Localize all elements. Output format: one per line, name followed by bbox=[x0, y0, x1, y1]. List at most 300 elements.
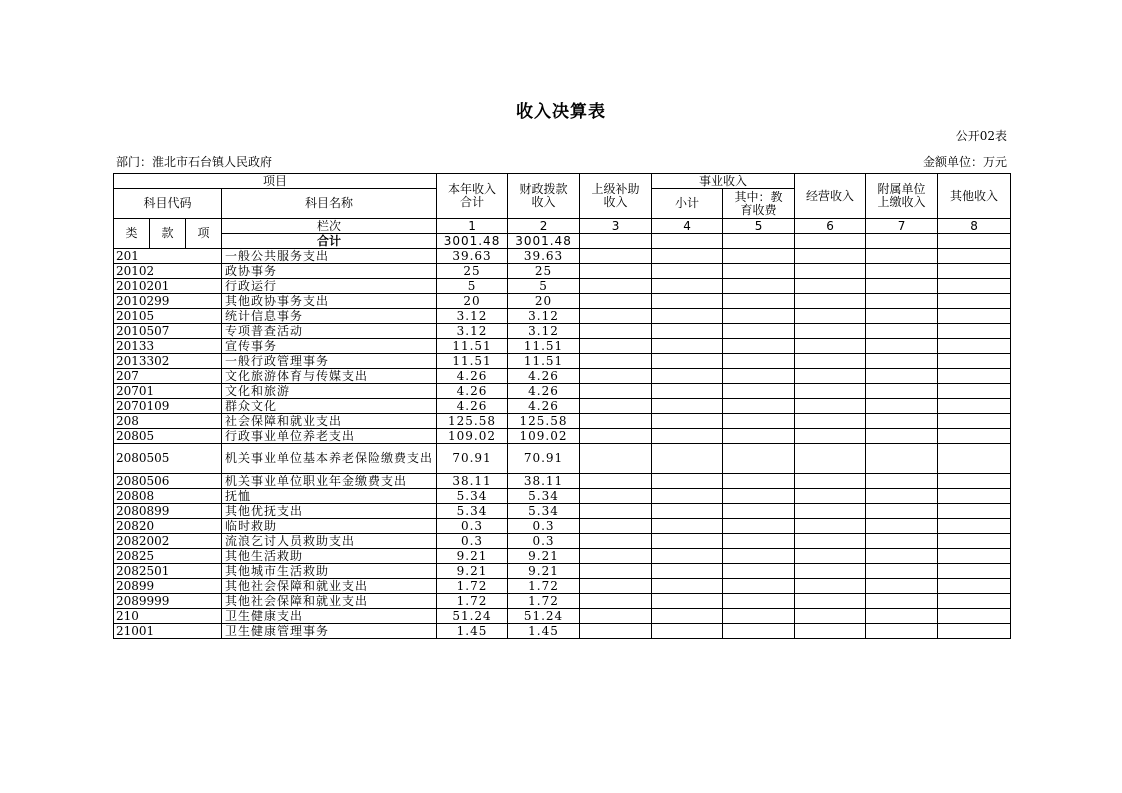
empty-cell bbox=[580, 474, 652, 489]
empty-cell bbox=[938, 504, 1011, 519]
empty-cell bbox=[866, 249, 938, 264]
empty-cell bbox=[795, 549, 866, 564]
row-fiscal: 109.02 bbox=[508, 429, 580, 444]
row-fiscal: 9.21 bbox=[508, 549, 580, 564]
empty-cell bbox=[866, 399, 938, 414]
empty-cell bbox=[723, 594, 795, 609]
header-superior: 上级补助收入 bbox=[580, 174, 652, 219]
empty-cell bbox=[866, 279, 938, 294]
row-fiscal: 125.58 bbox=[508, 414, 580, 429]
empty-cell bbox=[652, 369, 723, 384]
header-fiscal: 财政拨款收入 bbox=[508, 174, 580, 219]
table-row bbox=[114, 609, 1011, 624]
empty-cell bbox=[723, 264, 795, 279]
empty-cell bbox=[580, 264, 652, 279]
empty-cell bbox=[866, 384, 938, 399]
empty-cell bbox=[652, 534, 723, 549]
row-fiscal: 25 bbox=[508, 264, 580, 279]
col-no-8: 8 bbox=[938, 219, 1011, 234]
row-annual: 1.45 bbox=[437, 624, 508, 639]
empty-cell bbox=[723, 579, 795, 594]
row-code: 2013302 bbox=[114, 354, 222, 369]
table-row bbox=[114, 249, 1011, 264]
form-number: 公开02表 bbox=[955, 129, 1007, 143]
row-fiscal: 4.26 bbox=[508, 369, 580, 384]
table-row bbox=[114, 624, 1011, 639]
row-annual: 38.11 bbox=[437, 474, 508, 489]
row-code: 20105 bbox=[114, 309, 222, 324]
empty-cell bbox=[652, 309, 723, 324]
empty-cell bbox=[795, 474, 866, 489]
empty-cell bbox=[580, 279, 652, 294]
row-fiscal: 3.12 bbox=[508, 324, 580, 339]
row-code: 20820 bbox=[114, 519, 222, 534]
row-name: 统计信息事务 bbox=[222, 309, 437, 324]
empty-cell bbox=[580, 429, 652, 444]
empty-cell bbox=[580, 609, 652, 624]
header-annual-total: 本年收入合计 bbox=[437, 174, 508, 219]
empty-cell bbox=[938, 399, 1011, 414]
header-operating: 经营收入 bbox=[795, 174, 866, 219]
row-name: 机关事业单位基本养老保险缴费支出 bbox=[222, 444, 437, 474]
col-no-7: 7 bbox=[866, 219, 938, 234]
empty-cell bbox=[723, 309, 795, 324]
row-name: 行政事业单位养老支出 bbox=[222, 429, 437, 444]
row-code: 2010507 bbox=[114, 324, 222, 339]
table-row bbox=[114, 579, 1011, 594]
empty-cell bbox=[723, 534, 795, 549]
empty-cell bbox=[723, 504, 795, 519]
table-row bbox=[114, 264, 1011, 279]
empty-cell bbox=[938, 549, 1011, 564]
income-final-accounts-table bbox=[113, 173, 1011, 639]
empty-cell bbox=[652, 504, 723, 519]
empty-cell bbox=[723, 519, 795, 534]
row-name: 一般公共服务支出 bbox=[222, 249, 437, 264]
total-row bbox=[114, 234, 1011, 249]
empty-cell bbox=[723, 279, 795, 294]
empty-cell bbox=[938, 609, 1011, 624]
row-name: 流浪乞讨人员救助支出 bbox=[222, 534, 437, 549]
row-name: 群众文化 bbox=[222, 399, 437, 414]
empty-cell bbox=[652, 444, 723, 474]
table-row bbox=[114, 519, 1011, 534]
table-row bbox=[114, 564, 1011, 579]
table-row bbox=[114, 549, 1011, 564]
empty-cell bbox=[580, 354, 652, 369]
empty-cell bbox=[938, 249, 1011, 264]
empty-cell bbox=[652, 549, 723, 564]
empty-cell bbox=[652, 294, 723, 309]
empty-cell bbox=[580, 369, 652, 384]
row-code: 21001 bbox=[114, 624, 222, 639]
table-row bbox=[114, 489, 1011, 504]
header-career-subtotal: 小计 bbox=[652, 189, 723, 219]
row-annual: 0.3 bbox=[437, 534, 508, 549]
table-row bbox=[114, 474, 1011, 489]
empty-cell bbox=[723, 249, 795, 264]
row-annual: 1.72 bbox=[437, 579, 508, 594]
empty-cell bbox=[938, 354, 1011, 369]
empty-cell bbox=[938, 474, 1011, 489]
row-fiscal: 5.34 bbox=[508, 489, 580, 504]
row-fiscal: 51.24 bbox=[508, 609, 580, 624]
empty-cell bbox=[866, 264, 938, 279]
empty-cell bbox=[652, 579, 723, 594]
empty-cell bbox=[723, 339, 795, 354]
row-code: 20701 bbox=[114, 384, 222, 399]
row-annual: 70.91 bbox=[437, 444, 508, 474]
row-annual: 109.02 bbox=[437, 429, 508, 444]
page-title: 收入决算表 bbox=[516, 102, 606, 122]
row-code: 2089999 bbox=[114, 594, 222, 609]
empty-cell bbox=[866, 594, 938, 609]
row-annual: 11.51 bbox=[437, 354, 508, 369]
empty-cell bbox=[866, 369, 938, 384]
empty-cell bbox=[723, 474, 795, 489]
row-annual: 1.72 bbox=[437, 594, 508, 609]
empty-cell bbox=[652, 414, 723, 429]
amount-unit-label: 金额单位：万元 bbox=[922, 155, 1007, 169]
empty-cell bbox=[723, 354, 795, 369]
empty-cell bbox=[580, 399, 652, 414]
header-other: 其他收入 bbox=[938, 174, 1011, 219]
empty-cell bbox=[795, 294, 866, 309]
empty-cell bbox=[795, 624, 866, 639]
empty-cell bbox=[795, 489, 866, 504]
empty-cell bbox=[866, 414, 938, 429]
empty-cell bbox=[652, 324, 723, 339]
row-name: 机关事业单位职业年金缴费支出 bbox=[222, 474, 437, 489]
empty-cell bbox=[866, 519, 938, 534]
header-subject-code: 科目代码 bbox=[114, 189, 222, 219]
table-row bbox=[114, 534, 1011, 549]
row-name: 抚恤 bbox=[222, 489, 437, 504]
empty-cell bbox=[580, 444, 652, 474]
empty-cell bbox=[866, 354, 938, 369]
empty-cell bbox=[795, 504, 866, 519]
empty-cell bbox=[723, 429, 795, 444]
empty-cell bbox=[938, 534, 1011, 549]
empty-cell bbox=[580, 339, 652, 354]
row-name: 其他生活救助 bbox=[222, 549, 437, 564]
empty-cell bbox=[580, 489, 652, 504]
row-name: 文化旅游体育与传媒支出 bbox=[222, 369, 437, 384]
row-name: 其他政协事务支出 bbox=[222, 294, 437, 309]
table-row bbox=[114, 504, 1011, 519]
header-item: 项目 bbox=[114, 174, 437, 189]
empty-cell bbox=[723, 399, 795, 414]
empty-cell bbox=[866, 474, 938, 489]
row-fiscal: 70.91 bbox=[508, 444, 580, 474]
empty-cell bbox=[938, 429, 1011, 444]
row-name: 专项普查活动 bbox=[222, 324, 437, 339]
empty-cell bbox=[795, 564, 866, 579]
empty-cell bbox=[938, 369, 1011, 384]
table-row bbox=[114, 399, 1011, 414]
row-code: 208 bbox=[114, 414, 222, 429]
row-fiscal: 38.11 bbox=[508, 474, 580, 489]
row-annual: 5 bbox=[437, 279, 508, 294]
row-name: 其他社会保障和就业支出 bbox=[222, 579, 437, 594]
empty-cell bbox=[580, 534, 652, 549]
empty-cell bbox=[723, 609, 795, 624]
row-fiscal: 1.45 bbox=[508, 624, 580, 639]
empty-cell bbox=[795, 594, 866, 609]
empty-cell bbox=[652, 594, 723, 609]
col-no-1: 1 bbox=[437, 219, 508, 234]
row-code: 20899 bbox=[114, 579, 222, 594]
row-annual: 9.21 bbox=[437, 549, 508, 564]
empty-cell bbox=[938, 279, 1011, 294]
row-fiscal: 9.21 bbox=[508, 564, 580, 579]
total-fiscal: 3001.48 bbox=[508, 234, 580, 249]
row-name: 其他城市生活救助 bbox=[222, 564, 437, 579]
col-no-5: 5 bbox=[723, 219, 795, 234]
table-row bbox=[114, 444, 1011, 474]
row-annual: 4.26 bbox=[437, 399, 508, 414]
empty-cell bbox=[580, 579, 652, 594]
empty-cell bbox=[652, 264, 723, 279]
header-xiang: 项 bbox=[186, 219, 222, 249]
row-name: 社会保障和就业支出 bbox=[222, 414, 437, 429]
empty-cell bbox=[723, 369, 795, 384]
header-affiliated: 附属单位上缴收入 bbox=[866, 174, 938, 219]
department-label: 部门：淮北市石台镇人民政府 bbox=[116, 155, 273, 169]
empty-cell bbox=[580, 309, 652, 324]
row-annual: 5.34 bbox=[437, 504, 508, 519]
row-code: 2080506 bbox=[114, 474, 222, 489]
row-name: 卫生健康管理事务 bbox=[222, 624, 437, 639]
row-name: 其他优抚支出 bbox=[222, 504, 437, 519]
row-annual: 20 bbox=[437, 294, 508, 309]
row-annual: 11.51 bbox=[437, 339, 508, 354]
row-name: 卫生健康支出 bbox=[222, 609, 437, 624]
table-row bbox=[114, 354, 1011, 369]
empty-cell bbox=[938, 339, 1011, 354]
empty-cell bbox=[795, 429, 866, 444]
header-row-1 bbox=[114, 174, 1011, 189]
row-name: 一般行政管理事务 bbox=[222, 354, 437, 369]
empty-cell bbox=[866, 324, 938, 339]
empty-cell bbox=[723, 324, 795, 339]
empty-cell bbox=[795, 384, 866, 399]
row-code: 2080505 bbox=[114, 444, 222, 474]
empty-cell bbox=[866, 579, 938, 594]
empty-cell bbox=[580, 549, 652, 564]
table-row bbox=[114, 309, 1011, 324]
col-no-3: 3 bbox=[580, 219, 652, 234]
empty-cell bbox=[723, 549, 795, 564]
row-code: 20805 bbox=[114, 429, 222, 444]
empty-cell bbox=[866, 309, 938, 324]
row-code: 2010201 bbox=[114, 279, 222, 294]
empty-cell bbox=[652, 429, 723, 444]
empty-cell bbox=[866, 564, 938, 579]
empty-cell bbox=[938, 624, 1011, 639]
row-fiscal: 0.3 bbox=[508, 519, 580, 534]
row-fiscal: 4.26 bbox=[508, 399, 580, 414]
table-row bbox=[114, 414, 1011, 429]
empty-cell bbox=[795, 414, 866, 429]
row-fiscal: 39.63 bbox=[508, 249, 580, 264]
row-code: 20133 bbox=[114, 339, 222, 354]
table-row bbox=[114, 294, 1011, 309]
empty-cell bbox=[866, 534, 938, 549]
row-code: 20825 bbox=[114, 549, 222, 564]
empty-cell bbox=[938, 489, 1011, 504]
empty-cell bbox=[723, 294, 795, 309]
row-annual: 25 bbox=[437, 264, 508, 279]
empty-cell bbox=[723, 564, 795, 579]
row-code: 20808 bbox=[114, 489, 222, 504]
row-annual: 0.3 bbox=[437, 519, 508, 534]
empty-cell bbox=[580, 294, 652, 309]
row-fiscal: 5.34 bbox=[508, 504, 580, 519]
empty-cell bbox=[795, 279, 866, 294]
row-annual: 3.12 bbox=[437, 324, 508, 339]
empty-cell bbox=[938, 324, 1011, 339]
col-no-4: 4 bbox=[652, 219, 723, 234]
row-name: 宣传事务 bbox=[222, 339, 437, 354]
empty-cell bbox=[938, 264, 1011, 279]
header-column-no: 栏次 bbox=[222, 219, 437, 234]
empty-cell bbox=[795, 324, 866, 339]
empty-cell bbox=[652, 519, 723, 534]
empty-cell bbox=[652, 399, 723, 414]
empty-cell bbox=[652, 564, 723, 579]
empty-cell bbox=[795, 339, 866, 354]
empty-cell bbox=[652, 279, 723, 294]
row-code: 210 bbox=[114, 609, 222, 624]
empty-cell bbox=[795, 354, 866, 369]
empty-cell bbox=[795, 609, 866, 624]
row-annual: 9.21 bbox=[437, 564, 508, 579]
empty-cell bbox=[938, 519, 1011, 534]
empty-cell bbox=[580, 384, 652, 399]
row-annual: 125.58 bbox=[437, 414, 508, 429]
empty-cell bbox=[652, 489, 723, 504]
empty-cell bbox=[938, 294, 1011, 309]
empty-cell bbox=[580, 324, 652, 339]
row-fiscal: 3.12 bbox=[508, 309, 580, 324]
empty-cell bbox=[652, 474, 723, 489]
row-name: 政协事务 bbox=[222, 264, 437, 279]
empty-cell bbox=[795, 264, 866, 279]
total-label: 合计 bbox=[222, 234, 437, 249]
header-kuan: 款 bbox=[150, 219, 186, 249]
empty-cell bbox=[795, 399, 866, 414]
empty-cell bbox=[866, 444, 938, 474]
empty-cell bbox=[652, 624, 723, 639]
row-fiscal: 1.72 bbox=[508, 594, 580, 609]
row-annual: 4.26 bbox=[437, 384, 508, 399]
empty-cell bbox=[866, 294, 938, 309]
empty-cell bbox=[938, 564, 1011, 579]
empty-cell bbox=[938, 594, 1011, 609]
empty-cell bbox=[723, 624, 795, 639]
table-row bbox=[114, 324, 1011, 339]
header-subject-name: 科目名称 bbox=[222, 189, 437, 219]
empty-cell bbox=[866, 624, 938, 639]
table-row bbox=[114, 339, 1011, 354]
row-fiscal: 4.26 bbox=[508, 384, 580, 399]
empty-cell bbox=[795, 534, 866, 549]
empty-cell bbox=[652, 249, 723, 264]
row-code: 201 bbox=[114, 249, 222, 264]
empty-cell bbox=[938, 309, 1011, 324]
table-row bbox=[114, 429, 1011, 444]
table-row bbox=[114, 384, 1011, 399]
row-code: 20102 bbox=[114, 264, 222, 279]
empty-cell bbox=[723, 414, 795, 429]
col-no-2: 2 bbox=[508, 219, 580, 234]
empty-cell bbox=[938, 444, 1011, 474]
row-name: 其他社会保障和就业支出 bbox=[222, 594, 437, 609]
row-annual: 5.34 bbox=[437, 489, 508, 504]
header-career: 事业收入 bbox=[652, 174, 795, 189]
row-code: 2080899 bbox=[114, 504, 222, 519]
empty-cell bbox=[723, 384, 795, 399]
row-annual: 39.63 bbox=[437, 249, 508, 264]
empty-cell bbox=[938, 414, 1011, 429]
table-row bbox=[114, 594, 1011, 609]
empty-cell bbox=[652, 384, 723, 399]
empty-cell bbox=[866, 489, 938, 504]
empty-cell bbox=[795, 369, 866, 384]
empty-cell bbox=[580, 519, 652, 534]
row-fiscal: 1.72 bbox=[508, 579, 580, 594]
header-lei: 类 bbox=[114, 219, 150, 249]
row-fiscal: 20 bbox=[508, 294, 580, 309]
empty-cell bbox=[723, 489, 795, 504]
row-code: 2010299 bbox=[114, 294, 222, 309]
empty-cell bbox=[580, 594, 652, 609]
empty-cell bbox=[652, 609, 723, 624]
table-row bbox=[114, 369, 1011, 384]
table-row bbox=[114, 279, 1011, 294]
header-career-edu: 其中：教育收费 bbox=[723, 189, 795, 219]
empty-cell bbox=[580, 624, 652, 639]
empty-cell bbox=[795, 519, 866, 534]
row-name: 文化和旅游 bbox=[222, 384, 437, 399]
empty-cell bbox=[866, 549, 938, 564]
row-fiscal: 0.3 bbox=[508, 534, 580, 549]
row-annual: 4.26 bbox=[437, 369, 508, 384]
col-no-6: 6 bbox=[795, 219, 866, 234]
empty-cell bbox=[580, 504, 652, 519]
row-code: 2082002 bbox=[114, 534, 222, 549]
empty-cell bbox=[795, 249, 866, 264]
row-fiscal: 11.51 bbox=[508, 339, 580, 354]
row-name: 行政运行 bbox=[222, 279, 437, 294]
empty-cell bbox=[795, 309, 866, 324]
empty-cell bbox=[866, 609, 938, 624]
row-annual: 51.24 bbox=[437, 609, 508, 624]
empty-cell bbox=[938, 579, 1011, 594]
row-code: 2070109 bbox=[114, 399, 222, 414]
empty-cell bbox=[580, 414, 652, 429]
empty-cell bbox=[866, 504, 938, 519]
empty-cell bbox=[795, 579, 866, 594]
row-name: 临时救助 bbox=[222, 519, 437, 534]
total-annual: 3001.48 bbox=[437, 234, 508, 249]
empty-cell bbox=[723, 444, 795, 474]
empty-cell bbox=[652, 339, 723, 354]
row-annual: 3.12 bbox=[437, 309, 508, 324]
row-code: 207 bbox=[114, 369, 222, 384]
empty-cell bbox=[938, 384, 1011, 399]
